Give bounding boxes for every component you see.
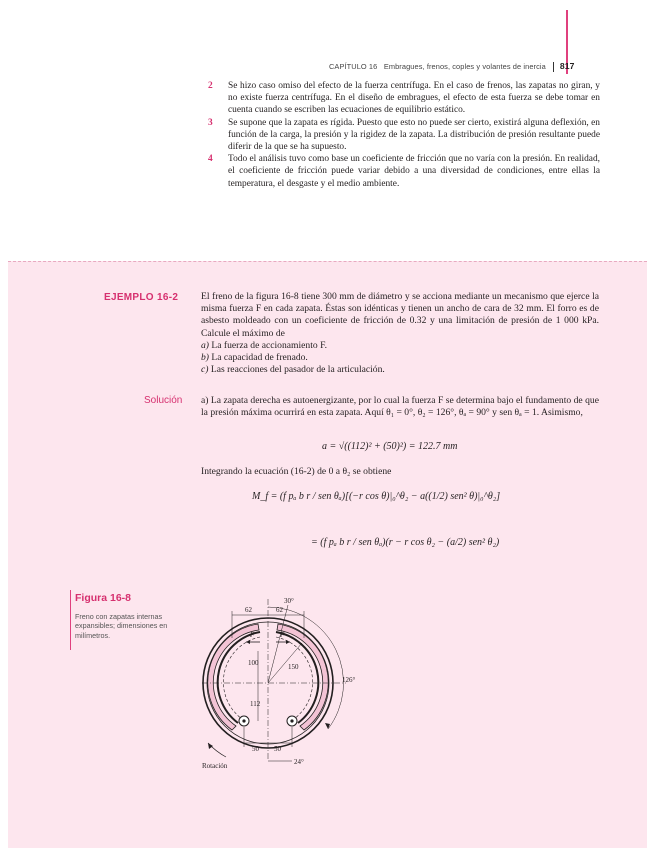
note-item [208,117,600,154]
rotation-arrowhead [208,743,213,749]
brake-figure [196,593,368,778]
example-statement [201,291,599,376]
label-angle-126: 126° [342,676,356,684]
force-right-arrowhead [286,640,290,644]
label-dim-100: 100 [248,659,259,667]
chapter-title: Embragues, frenos, coples y volantes de inercia [383,62,546,71]
figure-rule [70,590,71,650]
label-dim-62-left: 62 [245,606,252,614]
statement-item: a) La fuerza de accionamiento F. [201,339,328,351]
equation-mf-line2: = (f pₐ b r / sen θₐ)(r − r cos θ₂ − (a/2) sen² θ₂) [311,537,500,548]
label-dim-50-right: 50 [274,745,281,753]
label-force-left: F [250,631,255,639]
label-dim-62-right: 62 [276,606,283,614]
running-head [329,61,575,72]
note-item [208,153,600,190]
label-angle-top: 30° [284,597,294,605]
integration-text: Integrando la ecuación (16-2) de 0 a θ₂ se obtiene [201,466,392,477]
label-rotation: Rotación [202,762,228,770]
head-separator [553,62,554,72]
label-angle-bottom: 24° [294,758,304,766]
statement-item: b) La capacidad de frenado. [201,352,308,364]
force-left-arrowhead [246,640,250,644]
example-label: EJEMPLO 16-2 [104,292,179,303]
label-force-right: F [280,631,285,639]
brake-diagram [196,593,368,778]
equation-a: a = √((112)² + (50)²) = 122.7 mm [322,441,458,452]
note-item [208,80,600,117]
label-dim-50-left: 50 [252,745,259,753]
label-dim-112: 112 [250,700,261,708]
note-text: Se hizo caso omiso del efecto de la fuerza centrífuga. En el caso de frenos, las zapatas no giran, y no existe fuerza centrífuga. En el diseño de embragues, el efecto de esta fuerza se debe tomar en cuenta cuando se escriben las ecuaciones de equilibrio estático. [228,81,600,116]
figure-caption: Freno con zapatas internas expansibles; dimensiones en milímetros. [75,612,168,640]
solution-label: Solución [144,395,183,406]
solution-part-a: a) La zapata derecha es autoenergizante, por lo cual la fuerza F se determina bajo el fundamento de que la presión máxima ocurrirá en esta zapata. Aquí θ₁ = 0°, θ₂ = 126°, θₐ = 90° y sen θₐ = 1. Asimismo, [201,395,599,419]
note-number: 2 [208,81,213,91]
figure-title: Figura 16-8 [75,592,132,604]
left-pin-center [242,719,245,722]
note-text: Todo el análisis tuvo como base un coeficiente de fricción que no varía con la presión. En realidad, el coeficiente de fricción puede variar debido a una diversidad de condiciones, entre ellas la temperatura, el desgaste y el medio ambiente. [228,154,600,189]
statement-text: El freno de la figura 16-8 tiene 300 mm de diámetro y se acciona mediante un mecanismo que ejerce la misma fuerza F en cada zapata. Éstas son idénticas y tienen un ancho de cara de 32 mm. El forro es de asbesto moldeado con un coeficiente de fricción de 0.32 y una limitación de presión de 1 000 kPa. Calcule el máximo de [201,291,599,339]
equation-mf-line1: M_f = (f pₐ b r / sen θₐ)[(−r cos θ)|₀^θ₂ − a((1/2) sen² θ)|₀^θ₂] [252,491,501,502]
page-number: 817 [559,61,575,71]
right-pin-center [290,719,293,722]
note-number: 3 [208,117,213,128]
chapter-label: CAPÍTULO 16 [329,62,378,71]
note-text: Se supone que la zapata es rígida. Puesto que esto no puede ser cierto, existirá alguna deflexión, en función de la carga, la presión y la rigidez de la zapata. La distribución de presión resultante puede diferir de la que se ha supuesto. [228,117,600,153]
angle-arc-arrowhead [325,723,330,729]
assumption-notes [208,80,600,190]
statement-item: c) Las reacciones del pasador de la articulación. [201,364,385,376]
label-dim-150: 150 [288,663,299,671]
note-number: 4 [208,154,213,165]
